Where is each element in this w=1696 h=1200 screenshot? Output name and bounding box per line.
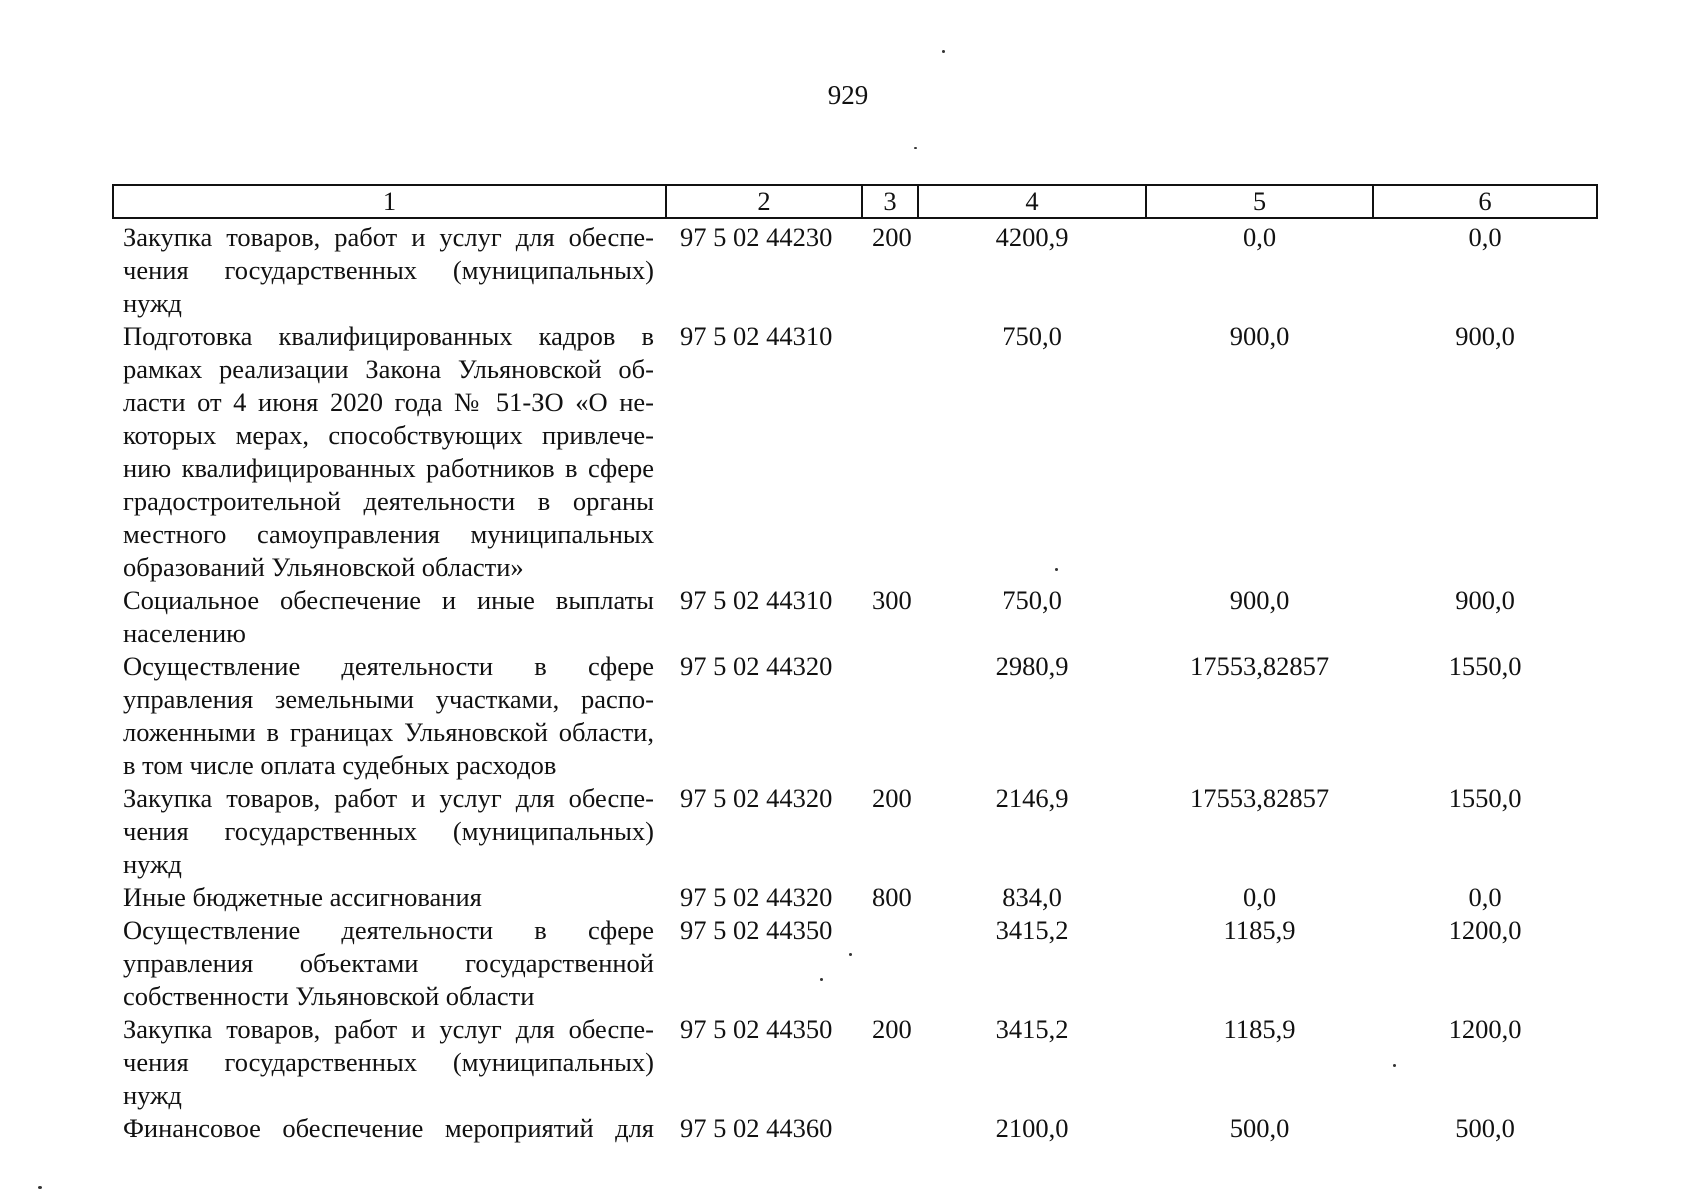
row-name: Закупка товаров, работ и услуг для обеспечения государственных (муниципальных) нужд	[123, 783, 654, 879]
row-value-4: 750,0	[1002, 585, 1062, 615]
row-value-6: 500,0	[1455, 1113, 1515, 1143]
column-header-6: 6	[1373, 185, 1597, 218]
table-row	[113, 320, 1597, 584]
page-number: 929	[827, 80, 869, 110]
row-value-6: 1550,0	[1448, 783, 1522, 813]
row-value-6: 0,0	[1468, 882, 1502, 912]
table-row	[113, 782, 1597, 881]
row-name: Социальное обеспечение и иные выплаты населению	[123, 585, 654, 648]
row-value-4: 2980,9	[995, 651, 1069, 681]
table-row	[113, 881, 1597, 914]
row-name: Осуществление деятельности в сфере управления земельными участками, расположенными в границах Ульяновской области, в том числе оплата судебных расходов	[123, 651, 654, 780]
table-row	[113, 1013, 1597, 1112]
row-code: 97 5 02 44310	[680, 321, 833, 351]
scan-speck	[849, 953, 852, 956]
row-expense-type: 200	[872, 1014, 912, 1044]
scan-speck	[1393, 1064, 1396, 1067]
row-value-5: 1185,9	[1223, 1014, 1296, 1044]
row-value-4: 750,0	[1002, 321, 1062, 351]
column-header-1: 1	[113, 185, 666, 218]
row-value-6: 900,0	[1455, 321, 1515, 351]
row-value-5: 17553,82857	[1189, 651, 1330, 681]
row-value-4: 2146,9	[995, 783, 1069, 813]
row-expense-type: 200	[872, 783, 912, 813]
row-value-6: 0,0	[1468, 222, 1502, 252]
scan-speck	[914, 147, 917, 149]
row-name: Закупка товаров, работ и услуг для обеспечения государственных (муниципальных) нужд	[123, 222, 654, 318]
row-expense-type	[862, 320, 918, 584]
row-name: Закупка товаров, работ и услуг для обеспечения государственных (муниципальных) нужд	[123, 1014, 654, 1110]
row-value-4: 834,0	[1002, 882, 1062, 912]
table-row	[113, 218, 1597, 320]
column-header-5: 5	[1146, 185, 1373, 218]
table-row	[113, 584, 1597, 650]
row-value-6: 1200,0	[1448, 1014, 1522, 1044]
row-value-6: 900,0	[1455, 585, 1515, 615]
row-value-4: 3415,2	[995, 915, 1069, 945]
row-code: 97 5 02 44320	[680, 882, 833, 912]
row-expense-type	[862, 650, 918, 782]
row-value-5: 1185,9	[1223, 915, 1296, 945]
row-value-6: 1200,0	[1448, 915, 1522, 945]
row-value-5: 500,0	[1229, 1113, 1290, 1143]
row-value-6: 1550,0	[1448, 651, 1522, 681]
row-expense-type	[862, 914, 918, 1013]
row-value-5: 17553,82857	[1189, 783, 1330, 813]
row-value-5: 900,0	[1229, 321, 1290, 351]
row-code: 97 5 02 44350	[680, 1014, 833, 1044]
column-number-header-row	[113, 185, 1597, 218]
row-code: 97 5 02 44350	[680, 915, 833, 945]
row-code: 97 5 02 44230	[680, 222, 833, 252]
row-expense-type: 300	[872, 585, 912, 615]
table-row	[113, 1112, 1597, 1145]
scan-speck	[820, 978, 823, 981]
row-name: Финансовое обеспечение мероприятий для	[123, 1113, 654, 1143]
row-name: Осуществление деятельности в сфере управления объектами государственной собственности Ульяновской области	[123, 915, 654, 1011]
row-value-5: 0,0	[1242, 222, 1277, 252]
column-header-2: 2	[666, 185, 862, 218]
row-expense-type: 200	[872, 222, 912, 252]
scan-speck	[38, 1186, 42, 1189]
row-value-4: 4200,9	[995, 222, 1069, 252]
row-value-4: 2100,0	[995, 1113, 1069, 1143]
row-code: 97 5 02 44310	[680, 585, 833, 615]
row-code: 97 5 02 44320	[680, 651, 833, 681]
row-expense-type	[862, 1112, 918, 1145]
table-row	[113, 650, 1597, 782]
column-header-4: 4	[918, 185, 1146, 218]
row-expense-type: 800	[872, 882, 912, 912]
column-header-3: 3	[862, 185, 918, 218]
table-row	[113, 914, 1597, 1013]
row-code: 97 5 02 44360	[680, 1113, 833, 1143]
scan-speck	[942, 50, 945, 53]
row-value-4: 3415,2	[995, 1014, 1069, 1044]
scan-speck	[1055, 568, 1058, 571]
row-name: Подготовка квалифицированных кадров в рамках реализации Закона Ульяновской области от 4 июня 2020 года № 51-ЗО «О некоторых мерах, способствующих привлечению квалифицированных работников в сфере градостроительной деятельности в органы местного самоуправления муниципальных образований Ульяновской области»	[123, 321, 654, 582]
row-name: Иные бюджетные ассигнования	[123, 882, 482, 912]
row-code: 97 5 02 44320	[680, 783, 833, 813]
budget-table	[112, 184, 1598, 1145]
row-value-5: 0,0	[1242, 882, 1277, 912]
row-value-5: 900,0	[1229, 585, 1290, 615]
